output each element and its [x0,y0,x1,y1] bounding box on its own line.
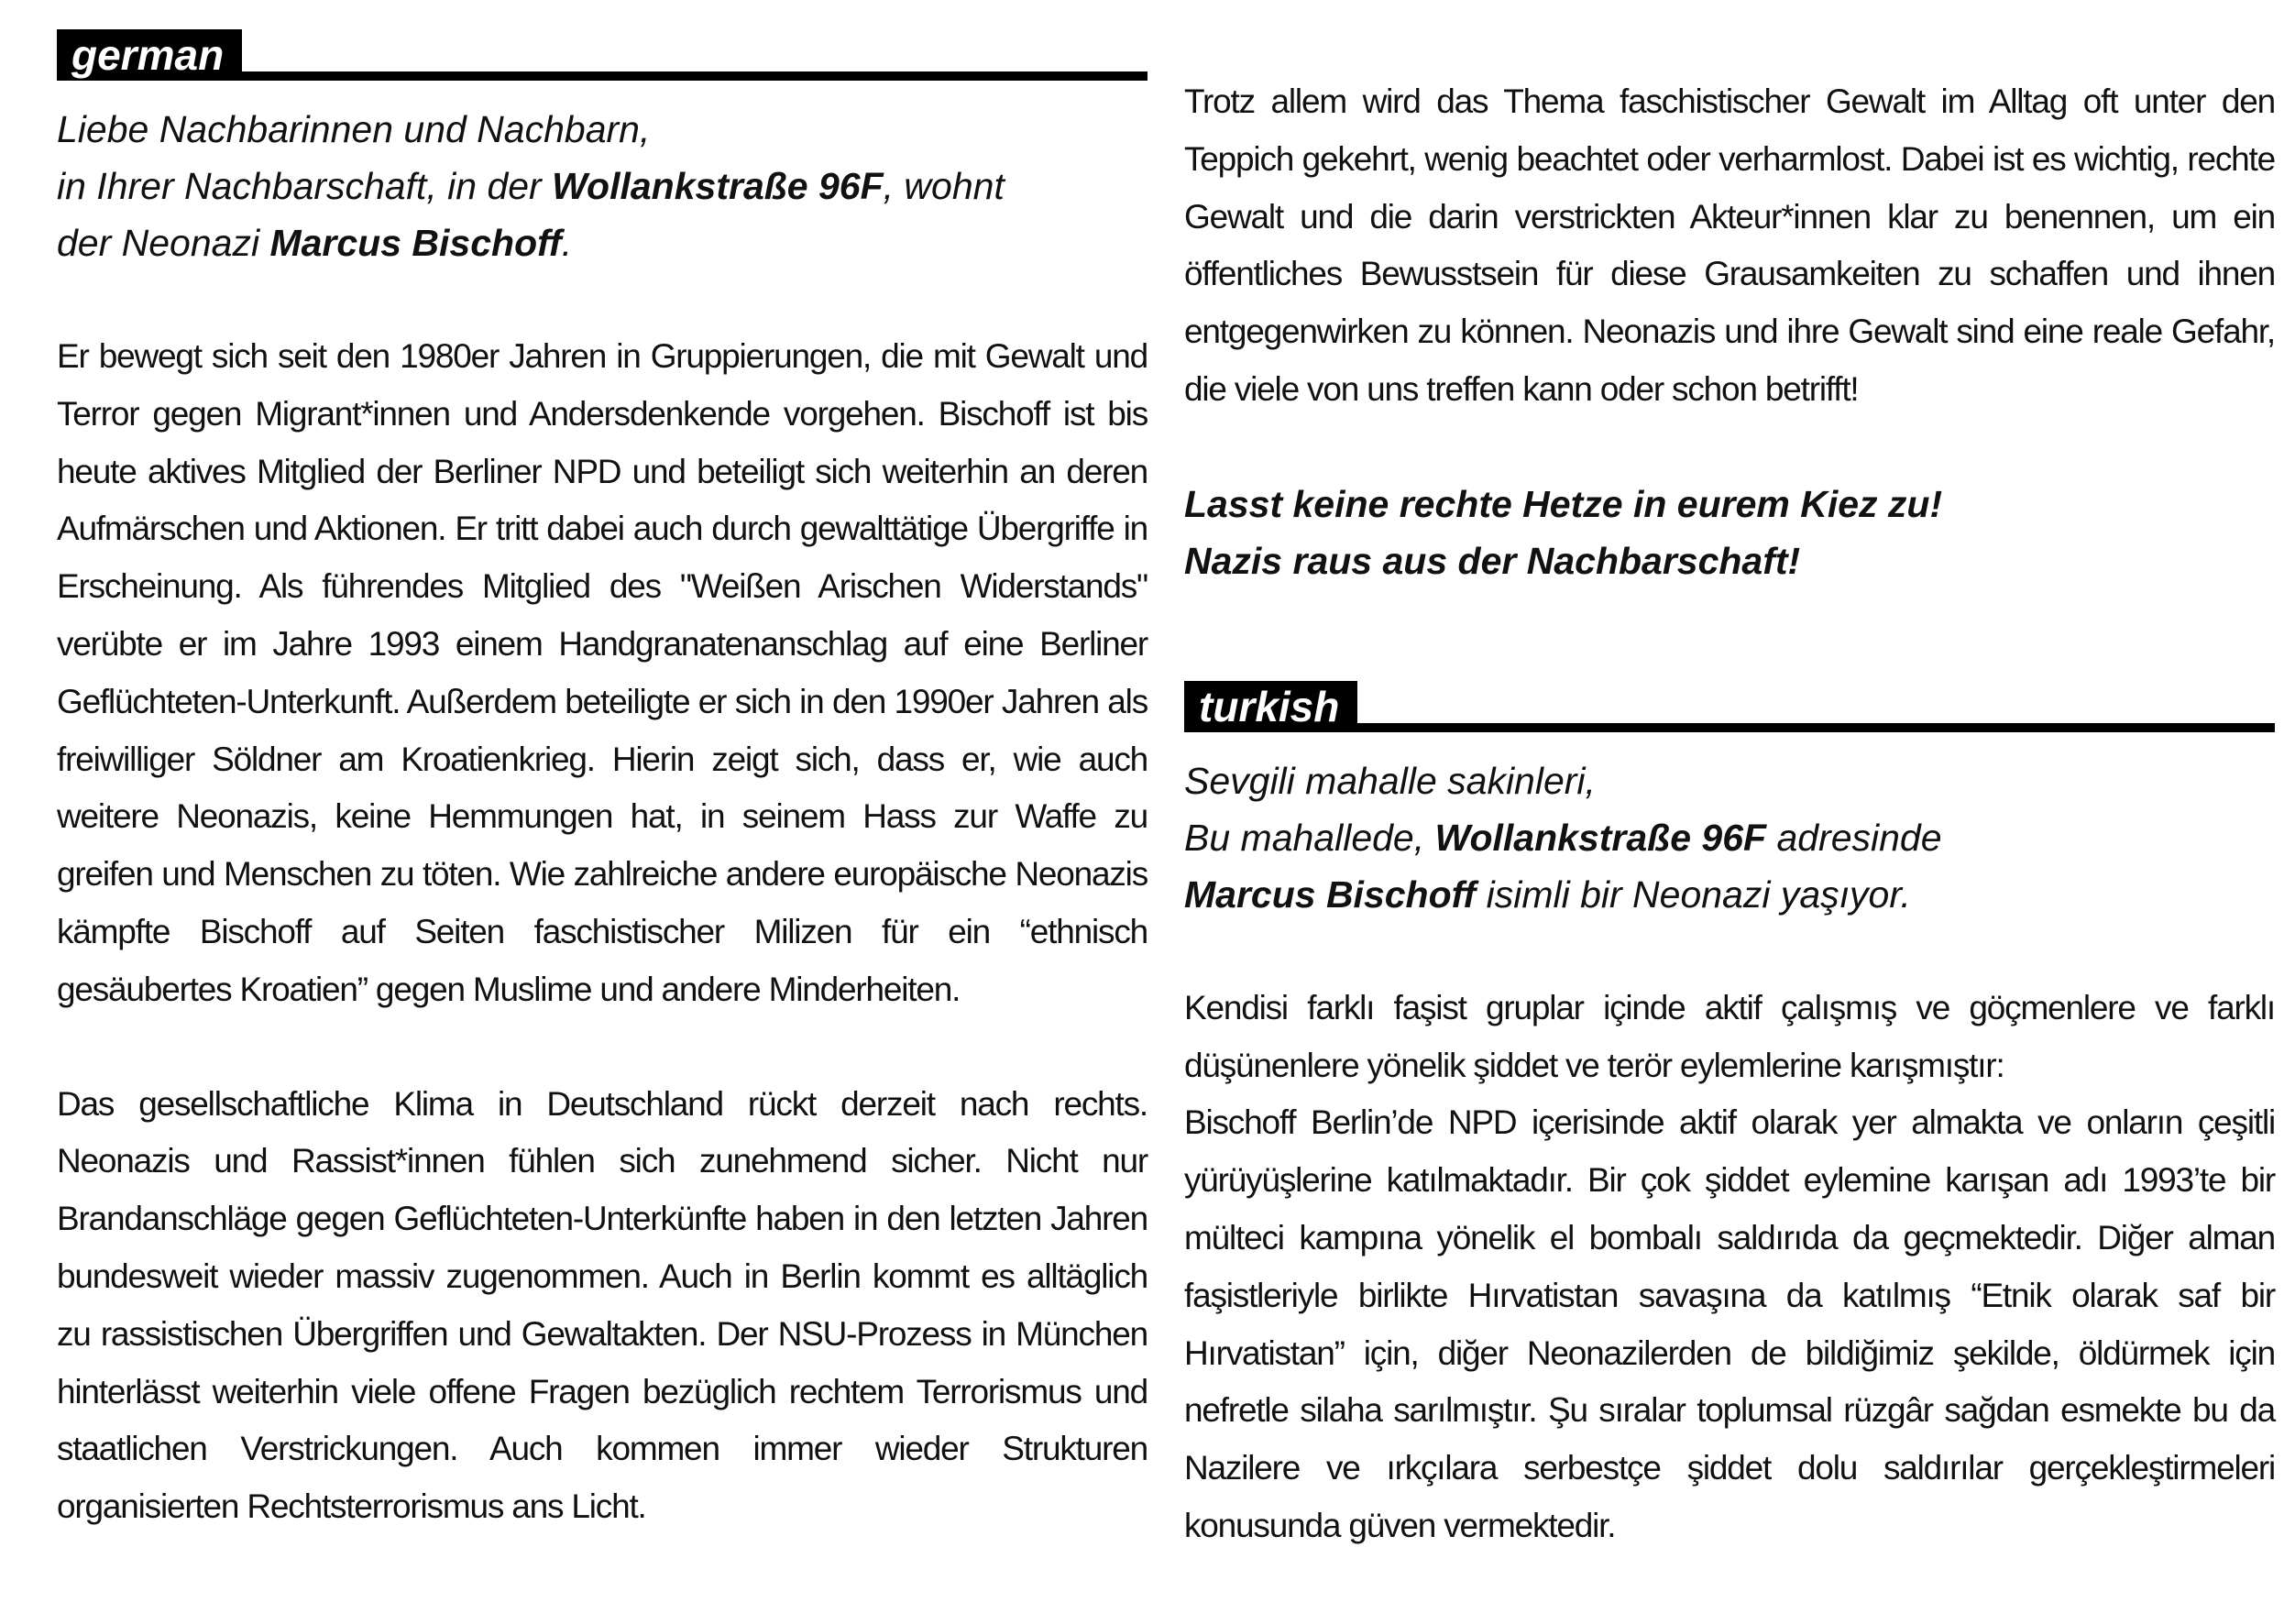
greeting-line-1: Liebe Nachbarinnen und Nachbarn, [57,108,651,150]
address: Wollankstraße 96F [1434,816,1767,859]
greeting-line-1: Sevgili mahalle sakinleri, [1184,759,1596,802]
right-column [1184,73,2275,1555]
german-paragraph-2: Das gesellschaftliche Klima in Deutschland rückt derzeit nach rechts. Neonazis und Rassist*innen fühlen sich zunehmend sicher. Nicht nur Brandanschläge gegen Geflüchteten-Unterkünfte haben in den letzten Jahren bundesweit wieder massiv zugenommen. Auch in Berlin kommt es alltäglich zu rassistischen Übergriffen und Gewaltakten. Der NSU-Prozess in München hinterlässt weiterhin viele offene Fragen bezüglich rechtem Terrorismus und staatlichen Verstrickungen. Auch kommen immer wieder Strukturen organisierten Rechtsterrorismus ans Licht. [57,1084,1148,1526]
greeting-line-2-suffix: adresinde [1766,816,1942,859]
german-paragraph-3: Trotz allem wird das Thema faschistischer Gewalt im Alltag oft unter den Teppich gekehrt, wenig beachtet oder verharmlost. Dabei ist es wichtig, rechte Gewalt und die darin verstrickten Akteur*innen klar zu benennen, um ein öffentliches Bewusstsein für diese Grausamkeiten zu schaffen und ihnen entgegenwirken zu können. Neonazis und ihre Gewalt sind eine reale Gefahr, die viele von uns treffen kann oder schon betrifft! [1184,82,2275,408]
greeting-line-3-suffix: isimli bir Neonazi yaşıyor. [1476,872,1911,916]
slogan-line-2: Nazis raus aus der Nachbarschaft! [1184,539,1801,582]
person-name: Marcus Bischoff [269,222,562,264]
address: Wollankstraße 96F [552,165,884,207]
german-paragraph-1: Er bewegt sich seit den 1980er Jahren in Gruppierungen, die mit Gewalt und Terror gegen Migrant*innen und Andersdenkende vorgehen. Bischoff ist bis heute aktives Mitglied der Berliner NPD und beteiligt sich weiterhin an deren Aufmärschen und Aktionen. Er tritt dabei auch durch gewalttätige Übergriffe in Erscheinung. Als führendes Mitglied des "Weißen Arischen Widerstands" verübte er im Jahre 1993 einem Handgranatenanschlag auf eine Berliner Geflüchteten-Unterkunft. Außerdem beteiligte er sich in den 1990er Jahren als freiwilliger Söldner am Kroatienkrieg. Hierin zeigt sich, dass er, wie auch weitere Neonazis, keine Hemmungen hat, in seinem Hass zur Waffe zu greifen und Menschen zu töten. Wie zahlreiche andere europäische Neonazis kämpfte Bischoff auf Seiten faschistischer Milizen für ein “ethnisch gesäubertes Kroatien” gegen Muslime und andere Minderheiten. [57,337,1148,1008]
greeting-line-3-prefix: der Neonazi [57,222,270,264]
turkish-paragraph-1: Kendisi farklı faşist gruplar içinde aktif çalışmış ve göçmenlere ve farklı düşünenlere yönelik şiddet ve terör eylemlerine karışmıştır: [1184,988,2275,1084]
greeting-line-2-prefix: in Ihrer Nachbarschaft, in der [57,165,553,207]
turkish-paragraph-2: Bischoff Berlin’de NPD içerisinde aktif olarak yer almakta ve onların çeşitli yürüyüşlerine katılmaktadır. Bir çok şiddet eylemine karışan adı 1993’te bir mülteci kampına yönelik el bombalı saldırıda da geçmektedir. Diğer alman faşistleriyle birlikte Hırvatistan savaşına da katılmış “Etnik olarak saf bir Hırvatistan” için, diğer Neonazilerden de bildiğimiz şekilde, öldürmek için nefretle silaha sarılmıştır. Şu sıralar toplumsal rüzgâr sağdan esmekte bu da Nazilere ve ırkçılara serbestçe şiddet dolu saldırılar gerçekleştirmeleri konusunda güven vermektedir. [1184,1103,2275,1544]
turkish-greeting [1184,752,2275,923]
greeting-line-2-suffix: , wohnt [883,165,1005,207]
german-greeting [57,101,1148,271]
slogan-line-1: Lasst keine rechte Hetze in eurem Kiez zu! [1184,482,1943,525]
german-section-label: german [57,29,242,81]
turkish-section-header [1184,681,2275,732]
german-column [57,29,1148,1536]
greeting-line-3-suffix: . [561,222,573,264]
german-section-header [57,29,1148,81]
person-name: Marcus Bischoff [1184,872,1477,916]
greeting-line-2-prefix: Bu mahallede, [1184,816,1435,859]
turkish-section-label: turkish [1184,681,1357,732]
